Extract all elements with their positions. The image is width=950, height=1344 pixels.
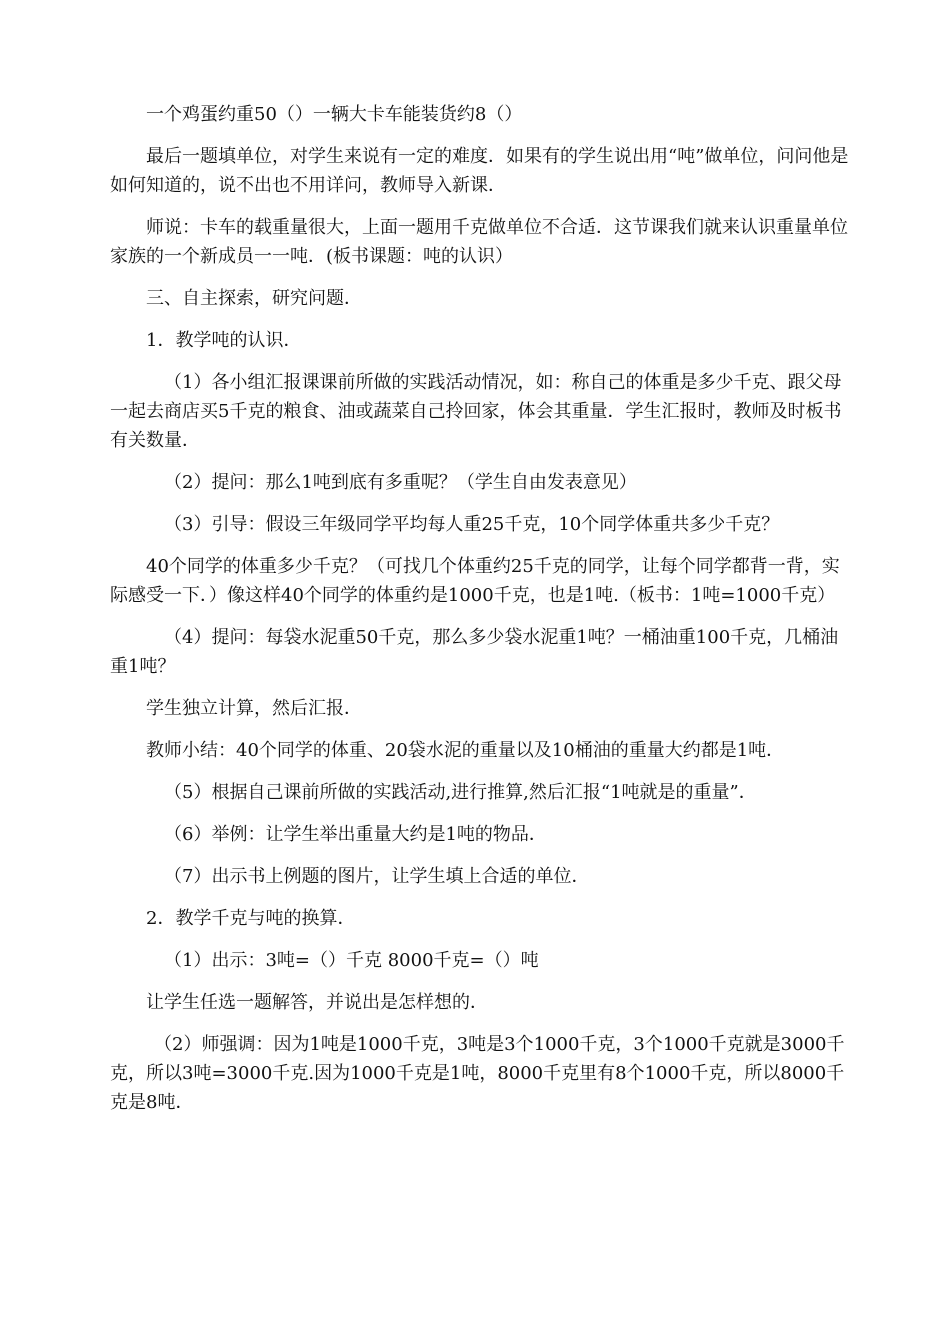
paragraph-teacher-intro: 师说：卡车的载重量很大，上面一题用千克做单位不合适．这节课我们就来认识重量单位家族的一个新成员一一吨．(板书课题：吨的认识）	[110, 217, 848, 267]
paragraph-step-4: （4）提问：每袋水泥重50千克，那么多少袋水泥重1吨？一桶油重100千克，几桶油重1吨？	[110, 627, 839, 677]
paragraph-step-6: （6）举例：让学生举出重量大约是1吨的物品．	[164, 824, 547, 845]
paragraph-step-1: （1）各小组汇报课课前所做的实践活动情况，如：称自己的体重是多少千克、跟父母一起去商店买5千克的粮食、油或蔬菜自己拎回家，体会其重量．学生汇报时，教师及时板书有关数量．	[110, 372, 842, 451]
paragraph-step-2: （2）提问：那么1吨到底有多重呢？（学生自由发表意见）	[164, 472, 637, 493]
paragraph-teacher-emphasis: （2）师强调：因为1吨是1000千克，3吨是3个1000千克，3个1000千克就是3000千克，所以3吨=3000千克.因为1000千克是1吨，8000千克里有8个1000千克，所以8000千克是8吨．	[110, 1034, 845, 1113]
paragraph-unit-difficulty: 最后一题填单位，对学生来说有一定的难度．如果有的学生说出用“吨”做单位，问问他是如何知道的，说不出也不用详问，教师导入新课．	[110, 146, 849, 196]
subheading-conversion: 2．教学千克与吨的换算．	[146, 908, 356, 929]
paragraph-teacher-summary: 教师小结：40个同学的体重、20袋水泥的重量以及10桶油的重量大约都是1吨．	[146, 740, 785, 761]
paragraph-step-3: （3）引导：假设三年级同学平均每人重25千克，10个同学体重共多少千克？	[164, 514, 780, 535]
section-heading-explore: 三、自主探索，研究问题．	[146, 288, 362, 309]
paragraph-step-7: （7）出示书上例题的图片，让学生填上合适的单位．	[164, 866, 590, 887]
subheading-ton-recognition: 1．教学吨的认识．	[146, 330, 302, 351]
paragraph-choose-question: 让学生任选一题解答，并说出是怎样想的．	[146, 992, 488, 1013]
paragraph-step-5: （5）根据自己课前所做的实践活动,进行推算,然后汇报“1吨就是的重量”．	[164, 782, 757, 803]
paragraph-conversion-display: （1）出示：3吨=（）千克 8000千克=（）吨	[164, 950, 539, 971]
paragraph-independent-calc: 学生独立计算，然后汇报．	[146, 698, 362, 719]
paragraph-example-units: 一个鸡蛋约重50（）一辆大卡车能装货约8（）	[146, 104, 523, 125]
paragraph-40-students: 40个同学的体重多少千克？（可找几个体重约25千克的同学，让每个同学都背一背，实际感受一下．）像这样40个同学的体重约是1000千克，也是1吨.（板书：1吨=1000千克）	[110, 556, 840, 606]
